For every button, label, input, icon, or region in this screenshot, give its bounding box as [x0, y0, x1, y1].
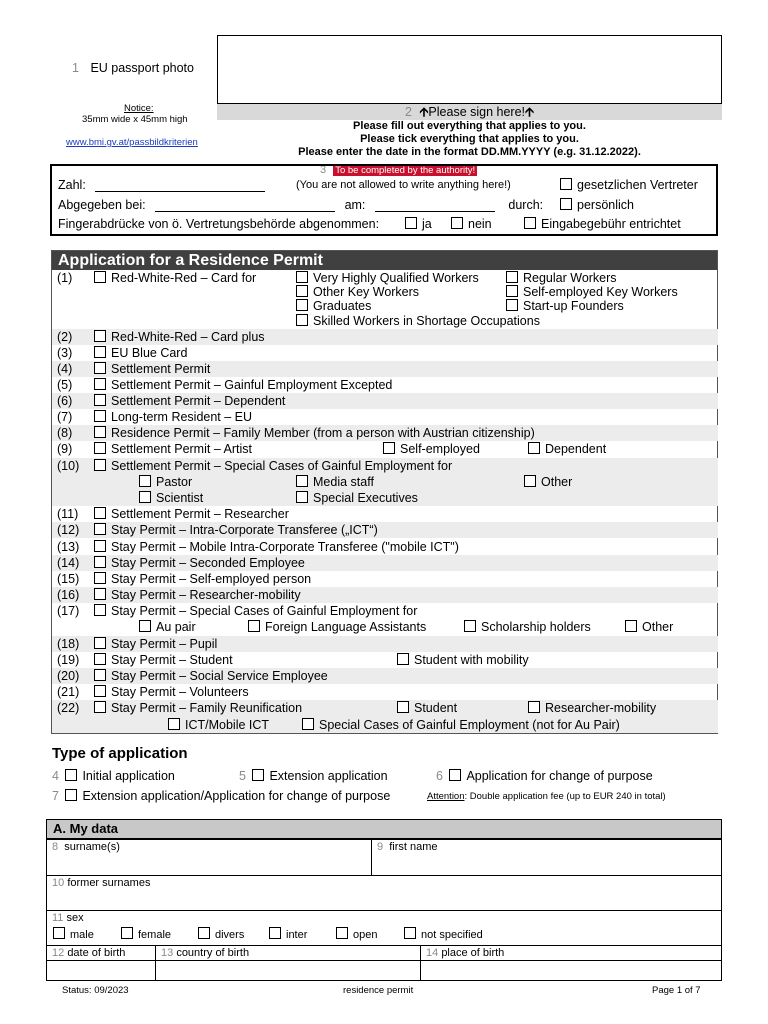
row-option[interactable]: [94, 506, 289, 522]
row-label: Long-term Resident – EU: [111, 410, 253, 424]
field-label: country of birth: [176, 947, 250, 959]
option-researcher-mobility[interactable]: [528, 700, 656, 716]
option-label: Student: [414, 701, 458, 715]
row-label: Red-White-Red – Card for: [111, 271, 257, 285]
dob-field[interactable]: [46, 945, 156, 981]
option-label: Dependent: [545, 442, 607, 456]
option-label: Start-up Founders: [523, 299, 624, 313]
instructions: [217, 120, 722, 159]
row-option[interactable]: [94, 571, 311, 587]
finger-label: Fingerabdrücke von ö. Vertretungsbehörde abgenommen:: [58, 217, 380, 231]
row-number: (22): [57, 701, 80, 715]
option-label: not specified: [421, 929, 483, 941]
row-label: Stay Permit – Family Reunification: [111, 701, 303, 715]
row-option[interactable]: [94, 539, 459, 555]
option-num: 5: [239, 769, 246, 783]
checkbox[interactable]: [397, 701, 409, 713]
row-number: (20): [57, 669, 80, 683]
option-label: Other: [642, 620, 674, 634]
row-number: (15): [57, 572, 80, 586]
row-number: (1): [57, 271, 73, 285]
pob-caption: [426, 947, 504, 959]
option-self-employed[interactable]: [383, 441, 480, 457]
row-label: Stay Permit – Pupil: [111, 637, 218, 651]
field-label: date of birth: [67, 947, 126, 959]
option-num: 6: [436, 769, 443, 783]
permit-row-10: [52, 458, 718, 506]
attention-label: Attention: [427, 791, 465, 802]
field-num: 10: [52, 877, 65, 889]
am-label: am:: [344, 198, 366, 212]
row-label: Settlement Permit: [111, 362, 211, 376]
row-label: Stay Permit – Seconded Employee: [111, 556, 305, 570]
option-special-cases[interactable]: [302, 717, 620, 733]
row-number: (8): [57, 426, 73, 440]
row-number: (17): [57, 604, 80, 618]
gesetzlich-option[interactable]: [560, 178, 698, 192]
row-number: (2): [57, 330, 73, 344]
option-label: Other: [541, 475, 573, 489]
option-label: Initial application: [82, 769, 175, 783]
checkbox[interactable]: [248, 620, 260, 632]
row-option[interactable]: [94, 636, 217, 652]
row-option[interactable]: [94, 329, 265, 345]
option-label: Scientist: [156, 491, 204, 505]
cob-field[interactable]: [155, 945, 421, 981]
row-label: Stay Permit – Mobile Intra-Corporate Transferee ("mobile ICT"): [111, 540, 459, 554]
checkbox[interactable]: [94, 637, 106, 649]
checkbox[interactable]: [464, 620, 476, 632]
permit-row-11: [52, 506, 718, 522]
option-other[interactable]: [625, 619, 673, 635]
dob-divider: [46, 960, 722, 961]
checkbox[interactable]: [383, 442, 395, 454]
permit-row-3: [52, 345, 718, 361]
checkbox[interactable]: [296, 491, 308, 503]
checkbox[interactable]: [405, 217, 417, 229]
authority-num: 3: [320, 164, 327, 176]
checkbox[interactable]: [94, 523, 106, 535]
row-option[interactable]: [94, 587, 301, 603]
option-au-pair[interactable]: [139, 619, 196, 635]
nein-option[interactable]: [451, 217, 492, 231]
option-label: Scholarship holders: [481, 620, 591, 634]
option-label: Application for change of purpose: [466, 769, 653, 783]
checkbox[interactable]: [139, 491, 151, 503]
checkbox[interactable]: [336, 927, 348, 939]
attention-note: [427, 791, 666, 802]
row-option[interactable]: [94, 425, 535, 441]
checkbox[interactable]: [397, 653, 409, 665]
row-option[interactable]: [94, 684, 249, 700]
row-label: Stay Permit – Researcher-mobility: [111, 588, 301, 602]
option-ict-mobile[interactable]: [168, 717, 269, 733]
row-option[interactable]: [94, 522, 378, 538]
row-label: Settlement Permit – Researcher: [111, 507, 289, 521]
gebuehr-label: Eingabegebühr entrichtet: [541, 217, 681, 231]
type-option-combined[interactable]: [52, 789, 390, 803]
checkbox[interactable]: [53, 927, 65, 939]
option-label: Self-employed Key Workers: [523, 285, 678, 299]
row-label: Settlement Permit – Special Cases of Gainful Employment for: [111, 459, 453, 473]
row-number: (12): [57, 523, 80, 537]
checkbox[interactable]: [560, 178, 572, 190]
permit-row-8: [52, 425, 718, 441]
option-label: Extension application: [269, 769, 388, 783]
checkbox[interactable]: [94, 410, 106, 422]
sex-caption: [52, 912, 84, 924]
row-label: Stay Permit – Volunteers: [111, 685, 249, 699]
finger-row: [58, 217, 379, 231]
checkbox[interactable]: [302, 718, 314, 730]
option-pastor[interactable]: [139, 474, 192, 490]
checkbox[interactable]: [296, 285, 308, 297]
permit-row-5: [52, 377, 718, 393]
checkbox[interactable]: [524, 475, 536, 487]
permit-row-14: [52, 555, 718, 571]
checkbox[interactable]: [296, 314, 308, 326]
zahl-row: [58, 178, 265, 192]
instruction-line: Please tick everything that applies to you.: [360, 133, 579, 145]
option-startup-founders[interactable]: [506, 298, 624, 314]
option-label: Au pair: [156, 620, 196, 634]
option-label: open: [353, 929, 378, 941]
row-number: (18): [57, 637, 80, 651]
row-option[interactable]: [94, 441, 252, 457]
option-scholarship[interactable]: [464, 619, 591, 635]
row-option[interactable]: [94, 409, 252, 425]
field-label: place of birth: [441, 947, 505, 959]
option-label: Other Key Workers: [313, 285, 420, 299]
checkbox[interactable]: [65, 769, 77, 781]
ja-option[interactable]: [405, 217, 432, 231]
checkbox[interactable]: [94, 653, 106, 665]
signature-box[interactable]: [217, 35, 722, 104]
authority-badge: To be completed by the authority!: [335, 165, 476, 176]
ja-label: ja: [422, 217, 432, 231]
permit-row-20: [52, 668, 718, 684]
row-option[interactable]: [94, 700, 302, 716]
row-label: Stay Permit – Intra-Corporate Transferee („ICT“): [111, 523, 378, 537]
photo-num: 1: [72, 61, 79, 75]
persoenlich-label: persönlich: [577, 198, 634, 212]
arrow-up-icon: 🡩: [419, 105, 429, 119]
instruction-line: Please enter the date in the format DD.MM.YYYY (e.g. 31.12.2022).: [298, 146, 641, 158]
option-label: Researcher-mobility: [545, 701, 657, 715]
sex-option-not-specified[interactable]: [404, 927, 483, 941]
checkbox[interactable]: [94, 362, 106, 374]
checkbox[interactable]: [139, 620, 151, 632]
row-number: (9): [57, 442, 73, 456]
gesetzlich-label: gesetzlichen Vertreter: [577, 178, 698, 192]
row-label: Residence Permit – Family Member (from a person with Austrian citizenship): [111, 426, 535, 440]
checkbox[interactable]: [65, 789, 77, 801]
application-title: Application for a Residence Permit: [52, 251, 717, 270]
field-label: first name: [389, 841, 438, 853]
option-label: inter: [286, 929, 308, 941]
option-num: 4: [52, 769, 59, 783]
photo-text: EU passport photo: [90, 61, 194, 75]
notice-size: 35mm wide x 45mm high: [82, 114, 188, 125]
option-label: Graduates: [313, 299, 372, 313]
checkbox[interactable]: [94, 459, 106, 471]
checkbox[interactable]: [94, 442, 106, 454]
checkbox[interactable]: [94, 669, 106, 681]
checkbox[interactable]: [94, 271, 106, 283]
permit-row-12: [52, 522, 718, 538]
option-label: Foreign Language Assistants: [265, 620, 427, 634]
row-number: (13): [57, 540, 80, 554]
option-label: male: [70, 929, 94, 941]
row-number: (16): [57, 588, 80, 602]
row-number: (4): [57, 362, 73, 376]
checkbox[interactable]: [528, 442, 540, 454]
checkbox[interactable]: [269, 927, 281, 939]
row-option[interactable]: [94, 393, 285, 409]
row-number: (11): [57, 507, 79, 521]
option-foreign-language[interactable]: [248, 619, 426, 635]
option-scientist[interactable]: [139, 490, 203, 506]
abgegeben-field[interactable]: [155, 199, 335, 212]
permit-row-1: [52, 270, 718, 328]
option-skilled-shortage[interactable]: [296, 313, 540, 329]
permit-row-16: [52, 587, 718, 603]
footer-status: Status: 09/2023: [62, 985, 129, 996]
row-label: Stay Permit – Social Service Employee: [111, 669, 328, 683]
row-label: Red-White-Red – Card plus: [111, 330, 265, 344]
permit-row-9: [52, 441, 718, 457]
checkbox[interactable]: [94, 685, 106, 697]
permit-row-13: [52, 539, 718, 555]
option-label: Regular Workers: [523, 271, 617, 285]
checkbox[interactable]: [198, 927, 210, 939]
permit-row-22: [52, 700, 718, 733]
checkbox[interactable]: [94, 330, 106, 342]
checkbox[interactable]: [94, 507, 106, 519]
option-label: Self-employed: [400, 442, 480, 456]
row-number: (14): [57, 556, 80, 570]
sex-field: [46, 910, 722, 946]
attention-text: : Double application fee (up to EUR 240 in total): [464, 791, 666, 802]
footer-center: residence permit: [343, 985, 414, 996]
checkbox[interactable]: [296, 299, 308, 311]
field-num: 11: [52, 912, 64, 924]
checkbox[interactable]: [296, 271, 308, 283]
row-label: Settlement Permit – Gainful Employment Excepted: [111, 378, 393, 392]
checkbox[interactable]: [139, 475, 151, 487]
row-number: (3): [57, 346, 73, 360]
checkbox[interactable]: [404, 927, 416, 939]
row-label: EU Blue Card: [111, 346, 188, 360]
nein-label: nein: [468, 217, 492, 231]
option-label: divers: [215, 929, 245, 941]
checkbox[interactable]: [506, 271, 518, 283]
checkbox[interactable]: [528, 701, 540, 713]
sign-here-text: Please sign here!: [428, 105, 526, 119]
sex-option-female[interactable]: [121, 927, 171, 941]
option-student-mobility[interactable]: [397, 652, 529, 668]
permit-row-7: [52, 409, 718, 425]
row-option[interactable]: [94, 361, 210, 377]
permit-row-6: [52, 393, 718, 409]
row-number: (5): [57, 378, 73, 392]
row-option[interactable]: [94, 555, 305, 571]
field-num: 14: [426, 947, 439, 959]
option-special-executives[interactable]: [296, 490, 418, 506]
sex-option-divers[interactable]: [198, 927, 244, 941]
row-label: Stay Permit – Student: [111, 653, 233, 667]
row-option[interactable]: [94, 652, 233, 668]
row-label: Stay Permit – Special Cases of Gainful Employment for: [111, 604, 418, 618]
former-surnames-field[interactable]: [46, 875, 722, 911]
option-label: Extension application/Application for change of purpose: [82, 789, 391, 803]
firstname-field[interactable]: [371, 839, 722, 876]
permit-row-21: [52, 684, 718, 700]
option-label: Media staff: [313, 475, 374, 489]
permit-row-19: [52, 652, 718, 668]
field-num: 13: [161, 947, 174, 959]
arrow-up-icon: 🡩: [525, 105, 534, 119]
option-label: Special Executives: [313, 491, 418, 505]
mydata-header: A. My data: [46, 819, 722, 839]
row-number: (19): [57, 653, 80, 667]
permit-row-2: [52, 329, 718, 345]
permit-row-18: [52, 636, 718, 652]
option-label: ICT/Mobile ICT: [185, 718, 270, 732]
type-option-initial[interactable]: [52, 769, 175, 783]
field-num: 9: [377, 841, 384, 853]
durch-label: durch:: [508, 198, 544, 212]
checkbox[interactable]: [94, 540, 106, 552]
field-label: former surnames: [67, 877, 151, 889]
firstname-caption: [377, 841, 438, 853]
cob-caption: [161, 947, 249, 959]
option-student[interactable]: [397, 700, 457, 716]
checkbox[interactable]: [506, 299, 518, 311]
checkbox[interactable]: [94, 346, 106, 358]
photo-label: [72, 61, 194, 75]
passbild-link[interactable]: www.bmi.gv.at/passbildkriterien: [66, 137, 198, 148]
sign-num: 2: [405, 105, 412, 119]
sign-here-bar: [217, 104, 722, 120]
abgegeben-row: [58, 198, 543, 212]
notice-title: Notice:: [124, 103, 154, 114]
checkbox[interactable]: [625, 620, 637, 632]
row-option[interactable]: [94, 377, 392, 393]
permit-row-17: [52, 603, 718, 635]
instruction-line: Please fill out everything that applies to you.: [353, 120, 586, 132]
option-label: Pastor: [156, 475, 193, 489]
option-other[interactable]: [524, 474, 572, 490]
surname-caption: [52, 841, 120, 853]
footer-page: Page 1 of 7: [652, 985, 701, 996]
row-option[interactable]: [94, 458, 452, 474]
row-option[interactable]: [94, 668, 328, 684]
field-num: 8: [52, 841, 59, 853]
checkbox[interactable]: [449, 769, 461, 781]
option-media-staff[interactable]: [296, 474, 374, 490]
permit-row-4: [52, 361, 718, 377]
checkbox[interactable]: [524, 217, 536, 229]
checkbox[interactable]: [94, 394, 106, 406]
field-label: sex: [66, 912, 84, 924]
checkbox[interactable]: [560, 198, 572, 210]
option-label: Very Highly Qualified Workers: [313, 271, 479, 285]
field-num: 12: [52, 947, 65, 959]
row-number: (21): [57, 685, 80, 699]
checkbox[interactable]: [296, 475, 308, 487]
option-label: female: [138, 929, 172, 941]
authority-note: (You are not allowed to write anything here!): [296, 179, 511, 191]
gebuehr-option[interactable]: [524, 217, 681, 231]
zahl-label: Zahl:: [58, 178, 86, 192]
option-label: Student with mobility: [414, 653, 529, 667]
checkbox[interactable]: [94, 701, 106, 713]
surname-field[interactable]: [46, 839, 372, 876]
type-option-change[interactable]: [436, 769, 653, 783]
checkbox[interactable]: [94, 588, 106, 600]
checkbox[interactable]: [506, 285, 518, 297]
row-label: Settlement Permit – Dependent: [111, 394, 286, 408]
former-caption: [52, 877, 150, 889]
option-label: Special Cases of Gainful Employment (not for Au Pair): [319, 718, 620, 732]
checkbox[interactable]: [94, 426, 106, 438]
zahl-field[interactable]: [95, 179, 265, 192]
row-number: (10): [57, 459, 80, 473]
sex-option-male[interactable]: [53, 927, 94, 941]
abgegeben-label: Abgegeben bei:: [58, 198, 146, 212]
row-number: (6): [57, 394, 73, 408]
checkbox[interactable]: [94, 572, 106, 584]
sex-option-open[interactable]: [336, 927, 377, 941]
option-label: Skilled Workers in Shortage Occupations: [313, 314, 540, 328]
row-number: (7): [57, 410, 73, 424]
option-num: 7: [52, 789, 59, 803]
persoenlich-option[interactable]: [560, 198, 634, 212]
sex-option-inter[interactable]: [269, 927, 307, 941]
type-option-extension[interactable]: [239, 769, 388, 783]
dob-caption: [52, 947, 125, 959]
row-option[interactable]: [94, 345, 187, 361]
checkbox[interactable]: [94, 378, 106, 390]
checkbox[interactable]: [168, 718, 180, 730]
row-label: Stay Permit – Self-employed person: [111, 572, 312, 586]
option-graduates[interactable]: [296, 298, 371, 314]
checkbox[interactable]: [451, 217, 463, 229]
checkbox[interactable]: [94, 604, 106, 616]
row-option[interactable]: [94, 603, 417, 619]
pob-field[interactable]: [420, 945, 722, 981]
type-title: Type of application: [52, 745, 188, 762]
checkbox[interactable]: [252, 769, 264, 781]
row-label: Settlement Permit – Artist: [111, 442, 253, 456]
option-dependent[interactable]: [528, 441, 606, 457]
checkbox[interactable]: [94, 556, 106, 568]
row-option[interactable]: [94, 270, 256, 286]
checkbox[interactable]: [121, 927, 133, 939]
am-field[interactable]: [375, 199, 495, 212]
field-label: surname(s): [64, 841, 120, 853]
permit-row-15: [52, 571, 718, 587]
